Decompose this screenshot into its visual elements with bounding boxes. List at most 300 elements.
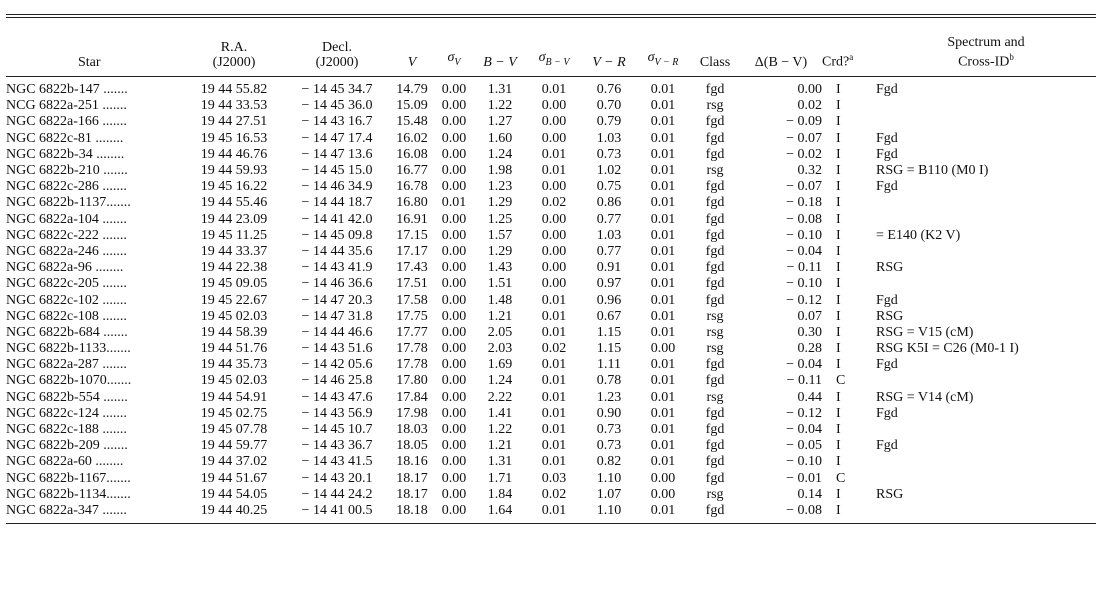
vr-cell: 0.78	[596, 373, 622, 389]
sigma-bv-cell: 0.01	[541, 405, 567, 421]
vr-cell: 0.67	[596, 308, 622, 324]
sigma-vr-cell: 0.01	[650, 502, 676, 518]
star-cell: NGC 6822b-1167.......	[6, 470, 131, 486]
header-crd	[822, 18, 876, 76]
sigma-bv-cell: 0.01	[541, 502, 567, 518]
crd-cell: I	[836, 146, 841, 162]
decl-cell: − 14 45 09.8	[301, 227, 373, 243]
sigma-bv-cell: 0.00	[541, 130, 567, 146]
crd-cell: I	[836, 195, 841, 211]
bv-cell: 1.27	[487, 114, 513, 130]
vr-cell: 0.82	[596, 454, 622, 470]
class-cell: fgd	[705, 454, 725, 470]
v-cell: 17.77	[396, 324, 428, 340]
delta-bv-cell: − 0.01	[786, 470, 822, 486]
ra-cell: 19 44 55.46	[200, 195, 268, 211]
crd-cell: I	[836, 389, 841, 405]
v-cell: 17.17	[396, 243, 428, 259]
table-header	[6, 18, 1096, 76]
decl-cell: − 14 44 46.6	[301, 324, 373, 340]
sigma-bv-cell: 0.00	[541, 227, 567, 243]
sigma-v-cell: 0.00	[441, 276, 467, 292]
spectrum-cell	[876, 471, 1096, 487]
delta-bv-cell: 0.44	[797, 389, 822, 405]
spectrum-cell: RSG = B110 (M0 I)	[876, 163, 989, 179]
delta-bv-cell: − 0.07	[786, 179, 822, 195]
decl-cell: − 14 47 17.4	[301, 130, 373, 146]
sigma-v-cell: 0.00	[441, 98, 467, 114]
sigma-vr-cell: 0.01	[650, 114, 676, 130]
sigma-vr-cell: 0.00	[650, 486, 676, 502]
bv-cell: 1.64	[487, 502, 513, 518]
spectrum-cell	[876, 373, 1096, 389]
decl-cell: − 14 46 36.6	[301, 276, 373, 292]
spectrum-cell: Fgd	[876, 179, 898, 195]
crd-cell: I	[836, 502, 841, 518]
sigma-vr-cell: 0.01	[650, 211, 676, 227]
class-cell: fgd	[705, 276, 725, 292]
decl-cell: − 14 42 05.6	[301, 357, 373, 373]
class-cell: fgd	[705, 260, 725, 276]
ra-cell: 19 45 02.03	[200, 373, 268, 389]
v-cell: 17.58	[396, 292, 428, 308]
star-cell: NGC 6822b-147 .......	[6, 82, 128, 98]
ra-cell: 19 44 23.09	[200, 211, 268, 227]
table-row	[6, 195, 1096, 211]
table-row	[6, 179, 1096, 195]
sigma-vr-cell: 0.01	[650, 243, 676, 259]
v-cell: 17.78	[396, 357, 428, 373]
table-row	[6, 228, 1096, 244]
sigma-bv-cell: 0.01	[541, 389, 567, 405]
header-sigma-vr-subscript: V − R	[654, 57, 679, 68]
decl-cell: − 14 47 13.6	[301, 146, 373, 162]
sigma-v-cell: 0.00	[441, 211, 467, 227]
crd-cell: I	[836, 276, 841, 292]
ra-cell: 19 44 33.37	[200, 243, 268, 259]
spectrum-cell	[876, 98, 1096, 114]
table-row	[6, 406, 1096, 422]
vr-cell: 0.70	[596, 98, 622, 114]
header-ra	[184, 18, 284, 76]
vr-cell: 1.15	[596, 324, 622, 340]
ra-cell: 19 45 09.05	[200, 276, 268, 292]
delta-bv-cell: − 0.18	[786, 195, 822, 211]
star-cell: NGC 6822a-287 .......	[6, 357, 127, 373]
vr-cell: 0.86	[596, 195, 622, 211]
spectrum-cell	[876, 212, 1096, 228]
bv-cell: 2.03	[487, 341, 513, 357]
header-bv	[474, 18, 526, 76]
spectrum-cell: Fgd	[876, 82, 898, 98]
header-spectrum-line2: Cross-ID	[958, 55, 1010, 70]
header-decl-line1: Decl.	[322, 40, 352, 55]
bv-cell: 1.51	[487, 276, 513, 292]
crd-cell: C	[836, 470, 846, 486]
decl-cell: − 14 43 47.6	[301, 389, 373, 405]
bv-cell: 1.60	[487, 130, 513, 146]
ra-cell: 19 45 11.25	[201, 227, 267, 243]
spectrum-cell: Fgd	[876, 130, 898, 146]
crd-cell: I	[836, 260, 841, 276]
sigma-vr-cell: 0.01	[650, 454, 676, 470]
ra-cell: 19 45 02.75	[200, 405, 268, 421]
crd-cell: I	[836, 130, 841, 146]
sigma-bv-cell: 0.01	[541, 292, 567, 308]
header-v	[390, 18, 434, 76]
star-cell: NGC 6822c-81 ........	[6, 130, 124, 146]
table-row	[6, 357, 1096, 373]
sigma-v-cell: 0.00	[441, 373, 467, 389]
top-rule-outer	[6, 14, 1096, 15]
table-row	[6, 76, 1096, 98]
vr-cell: 1.03	[596, 227, 622, 243]
ra-cell: 19 44 58.39	[200, 324, 268, 340]
sigma-bv-cell: 0.00	[541, 98, 567, 114]
table-row	[6, 98, 1096, 114]
vr-cell: 0.77	[596, 211, 622, 227]
sigma-vr-cell: 0.01	[650, 373, 676, 389]
ra-cell: 19 45 16.53	[200, 130, 268, 146]
delta-bv-cell: − 0.12	[786, 405, 822, 421]
sigma-bv-cell: 0.00	[541, 276, 567, 292]
ra-cell: 19 44 35.73	[200, 357, 268, 373]
spectrum-cell: Fgd	[876, 292, 898, 308]
ra-cell: 19 44 54.91	[200, 389, 268, 405]
sigma-vr-cell: 0.00	[650, 470, 676, 486]
header-class-label: Class	[699, 55, 731, 70]
v-cell: 16.77	[396, 163, 428, 179]
table-row	[6, 276, 1096, 292]
ra-cell: 19 44 51.76	[200, 341, 268, 357]
table-row	[6, 422, 1096, 438]
sigma-v-cell: 0.00	[441, 163, 467, 179]
class-cell: fgd	[705, 243, 725, 259]
v-cell: 18.17	[396, 470, 428, 486]
header-spectrum	[876, 18, 1096, 76]
decl-cell: − 14 44 18.7	[301, 195, 373, 211]
delta-bv-cell: − 0.05	[786, 438, 822, 454]
crd-cell: I	[836, 292, 841, 308]
crd-cell: I	[836, 486, 841, 502]
vr-cell: 0.90	[596, 405, 622, 421]
table-row	[6, 325, 1096, 341]
sigma-v-cell: 0.00	[441, 324, 467, 340]
star-cell: NGC 6822a-96 ........	[6, 260, 124, 276]
sigma-v-cell: 0.00	[441, 260, 467, 276]
header-star-label: Star	[78, 55, 101, 70]
star-cell: NGC 6822b-1137.......	[6, 195, 131, 211]
sigma-v-cell: 0.00	[441, 82, 467, 98]
delta-bv-cell: − 0.09	[786, 114, 822, 130]
vr-cell: 1.02	[596, 163, 622, 179]
star-cell: NGC 6822b-34 ........	[6, 146, 125, 162]
decl-cell: − 14 43 16.7	[301, 114, 373, 130]
v-cell: 14.79	[396, 82, 428, 98]
table-row	[6, 163, 1096, 179]
vr-cell: 1.07	[596, 486, 622, 502]
decl-cell: − 14 43 36.7	[301, 438, 373, 454]
star-cell: NGC 6822b-684 .......	[6, 324, 128, 340]
class-cell: rsg	[706, 389, 724, 405]
sigma-v-cell: 0.00	[441, 227, 467, 243]
bv-cell: 1.84	[487, 486, 513, 502]
header-class	[690, 18, 740, 76]
sigma-bv-cell: 0.01	[541, 373, 567, 389]
sigma-v-cell: 0.00	[441, 422, 467, 438]
sigma-bv-cell: 0.01	[541, 82, 567, 98]
delta-bv-cell: 0.02	[797, 98, 822, 114]
class-cell: fgd	[705, 82, 725, 98]
vr-cell: 0.75	[596, 179, 622, 195]
sigma-vr-cell: 0.01	[650, 163, 676, 179]
vr-cell: 1.10	[596, 502, 622, 518]
sigma-bv-cell: 0.01	[541, 146, 567, 162]
crd-cell: I	[836, 227, 841, 243]
v-cell: 17.75	[396, 308, 428, 324]
sigma-vr-cell: 0.01	[650, 98, 676, 114]
v-cell: 17.15	[396, 227, 428, 243]
delta-bv-cell: 0.07	[797, 308, 822, 324]
bv-cell: 1.24	[487, 373, 513, 389]
sigma-bv-cell: 0.00	[541, 260, 567, 276]
delta-bv-cell: − 0.08	[786, 502, 822, 518]
sigma-vr-cell: 0.01	[650, 227, 676, 243]
vr-cell: 0.73	[596, 146, 622, 162]
sigma-v-cell: 0.01	[441, 195, 467, 211]
crd-cell: I	[836, 98, 841, 114]
spectrum-cell	[876, 503, 1096, 519]
sigma-vr-cell: 0.01	[650, 146, 676, 162]
sigma-vr-cell: 0.00	[650, 341, 676, 357]
spectrum-cell: = E140 (K2 V)	[876, 227, 961, 243]
sigma-vr-cell: 0.01	[650, 324, 676, 340]
class-cell: fgd	[705, 179, 725, 195]
v-cell: 16.78	[396, 179, 428, 195]
star-cell: NGC 6822b-554 .......	[6, 389, 128, 405]
star-cell: NGC 6822c-286 .......	[6, 179, 127, 195]
sigma-v-cell: 0.00	[441, 405, 467, 421]
sigma-vr-cell: 0.01	[650, 82, 676, 98]
class-cell: rsg	[706, 341, 724, 357]
class-cell: fgd	[705, 227, 725, 243]
star-cell: NGC 6822c-188 .......	[6, 422, 127, 438]
sigma-v-cell: 0.00	[441, 114, 467, 130]
decl-cell: − 14 46 25.8	[301, 373, 373, 389]
v-cell: 15.09	[396, 98, 428, 114]
class-cell: rsg	[706, 163, 724, 179]
v-cell: 16.80	[396, 195, 428, 211]
spectrum-cell	[876, 276, 1096, 292]
bv-cell: 1.69	[487, 357, 513, 373]
table-row	[6, 454, 1096, 470]
header-bv-label: B − V	[483, 55, 517, 70]
header-rule	[6, 76, 1096, 77]
bv-cell: 1.48	[487, 292, 513, 308]
star-cell: NGC 6822b-1070.......	[6, 373, 132, 389]
class-cell: fgd	[705, 502, 725, 518]
delta-bv-cell: 0.28	[797, 341, 822, 357]
crd-cell: I	[836, 324, 841, 340]
star-cell: NGC 6822a-246 .......	[6, 243, 127, 259]
decl-cell: − 14 43 20.1	[301, 470, 373, 486]
sigma-bv-cell: 0.03	[541, 470, 567, 486]
sigma-vr-cell: 0.01	[650, 260, 676, 276]
crd-cell: I	[836, 82, 841, 98]
class-cell: fgd	[705, 130, 725, 146]
spectrum-cell: Fgd	[876, 405, 898, 421]
decl-cell: − 14 43 41.9	[301, 260, 373, 276]
v-cell: 16.08	[396, 146, 428, 162]
header-sigma-bv	[526, 18, 582, 76]
v-cell: 16.91	[396, 211, 428, 227]
table-row	[6, 503, 1096, 519]
crd-cell: I	[836, 438, 841, 454]
header-vr	[582, 18, 636, 76]
delta-bv-cell: − 0.11	[786, 373, 822, 389]
sigma-bv-cell: 0.00	[541, 211, 567, 227]
decl-cell: − 14 47 20.3	[301, 292, 373, 308]
class-cell: rsg	[706, 486, 724, 502]
vr-cell: 0.79	[596, 114, 622, 130]
class-cell: fgd	[705, 114, 725, 130]
star-cell: NGC 6822b-1133.......	[6, 341, 131, 357]
sigma-bv-cell: 0.01	[541, 308, 567, 324]
v-cell: 18.05	[396, 438, 428, 454]
sigma-v-cell: 0.00	[441, 357, 467, 373]
sigma-v-cell: 0.00	[441, 292, 467, 308]
ra-cell: 19 45 22.67	[200, 292, 268, 308]
sigma-v-cell: 0.00	[441, 243, 467, 259]
header-spectrum-line1: Spectrum and	[947, 35, 1025, 51]
decl-cell: − 14 45 36.0	[301, 98, 373, 114]
decl-cell: − 14 44 35.6	[301, 243, 373, 259]
crd-cell: C	[836, 373, 846, 389]
delta-bv-cell: 0.32	[797, 163, 822, 179]
star-cell: NGC 6822c-108 .......	[6, 308, 127, 324]
spectrum-cell: Fgd	[876, 146, 898, 162]
bv-cell: 1.21	[487, 308, 513, 324]
crd-cell: I	[836, 163, 841, 179]
class-cell: rsg	[706, 308, 724, 324]
sigma-bv-cell: 0.00	[541, 114, 567, 130]
decl-cell: − 14 45 10.7	[301, 422, 373, 438]
decl-cell: − 14 44 24.2	[301, 486, 373, 502]
spectrum-cell: RSG = V14 (cM)	[876, 389, 974, 405]
spectrum-cell: RSG K5I = C26 (M0-1 I)	[876, 341, 1019, 357]
crd-cell: I	[836, 405, 841, 421]
delta-bv-cell: 0.30	[797, 324, 822, 340]
ra-cell: 19 44 59.93	[200, 163, 268, 179]
ra-cell: 19 45 07.78	[200, 422, 268, 438]
bv-cell: 1.31	[487, 82, 513, 98]
ra-cell: 19 44 33.53	[200, 98, 268, 114]
table-row	[6, 131, 1096, 147]
spectrum-cell: RSG	[876, 260, 904, 276]
sigma-vr-cell: 0.01	[650, 422, 676, 438]
delta-bv-cell: − 0.04	[786, 357, 822, 373]
ra-cell: 19 44 59.77	[200, 438, 268, 454]
ra-cell: 19 44 46.76	[200, 146, 268, 162]
class-cell: fgd	[705, 405, 725, 421]
bv-cell: 2.05	[487, 324, 513, 340]
table-row	[6, 260, 1096, 276]
sigma-bv-cell: 0.01	[541, 422, 567, 438]
spectrum-cell	[876, 244, 1096, 260]
sigma-vr-cell: 0.01	[650, 389, 676, 405]
ra-cell: 19 44 27.51	[200, 114, 268, 130]
crd-cell: I	[836, 454, 841, 470]
vr-cell: 1.15	[596, 341, 622, 357]
v-cell: 17.78	[396, 341, 428, 357]
class-cell: fgd	[705, 146, 725, 162]
spectrum-cell: RSG	[876, 486, 904, 502]
star-cell: NGC 6822c-205 .......	[6, 276, 127, 292]
v-cell: 17.84	[396, 389, 428, 405]
vr-cell: 1.10	[596, 470, 622, 486]
delta-bv-cell: − 0.04	[786, 422, 822, 438]
vr-cell: 1.03	[596, 130, 622, 146]
crd-cell: I	[836, 179, 841, 195]
sigma-v-cell: 0.00	[441, 130, 467, 146]
sigma-bv-cell: 0.02	[541, 195, 567, 211]
sigma-vr-cell: 0.01	[650, 438, 676, 454]
v-cell: 17.51	[396, 276, 428, 292]
class-cell: fgd	[705, 292, 725, 308]
sigma-v-cell: 0.00	[441, 341, 467, 357]
sigma-v-cell: 0.00	[441, 470, 467, 486]
star-cell: NGC 6822a-104 .......	[6, 211, 127, 227]
header-ra-line2: (J2000)	[212, 55, 256, 70]
sigma-v-cell: 0.00	[441, 389, 467, 405]
header-sigma-v	[434, 18, 474, 76]
v-cell: 18.03	[396, 422, 428, 438]
table-row	[6, 244, 1096, 260]
star-cell: NCG 6822a-251 .......	[6, 98, 127, 114]
bv-cell: 1.98	[487, 163, 513, 179]
decl-cell: − 14 45 34.7	[301, 82, 373, 98]
sigma-v-cell: 0.00	[441, 502, 467, 518]
vr-cell: 0.91	[596, 260, 622, 276]
ra-cell: 19 44 51.67	[200, 470, 268, 486]
header-crd-label: Crd?	[822, 55, 850, 70]
v-cell: 17.80	[396, 373, 428, 389]
spectrum-cell	[876, 114, 1096, 130]
delta-bv-cell: − 0.08	[786, 211, 822, 227]
delta-bv-cell: − 0.11	[786, 260, 822, 276]
sigma-vr-cell: 0.01	[650, 130, 676, 146]
v-cell: 18.17	[396, 486, 428, 502]
v-cell: 16.02	[396, 130, 428, 146]
star-cell: NGC 6822b-209 .......	[6, 438, 128, 454]
bv-cell: 1.29	[487, 243, 513, 259]
class-cell: fgd	[705, 211, 725, 227]
spectrum-cell: Fgd	[876, 438, 898, 454]
class-cell: fgd	[705, 422, 725, 438]
spectrum-cell	[876, 195, 1096, 211]
table-row	[6, 341, 1096, 357]
header-decl	[284, 18, 390, 76]
sigma-v-cell: 0.00	[441, 179, 467, 195]
sigma-v-cell: 0.00	[441, 308, 467, 324]
crd-cell: I	[836, 308, 841, 324]
sigma-vr-cell: 0.01	[650, 292, 676, 308]
decl-cell: − 14 41 00.5	[301, 502, 373, 518]
header-sigma-vr	[636, 18, 690, 76]
header-sigma-vr-symbol: σ	[647, 50, 655, 66]
star-cell: NGC 6822b-1134.......	[6, 486, 131, 502]
sigma-bv-cell: 0.01	[541, 163, 567, 179]
